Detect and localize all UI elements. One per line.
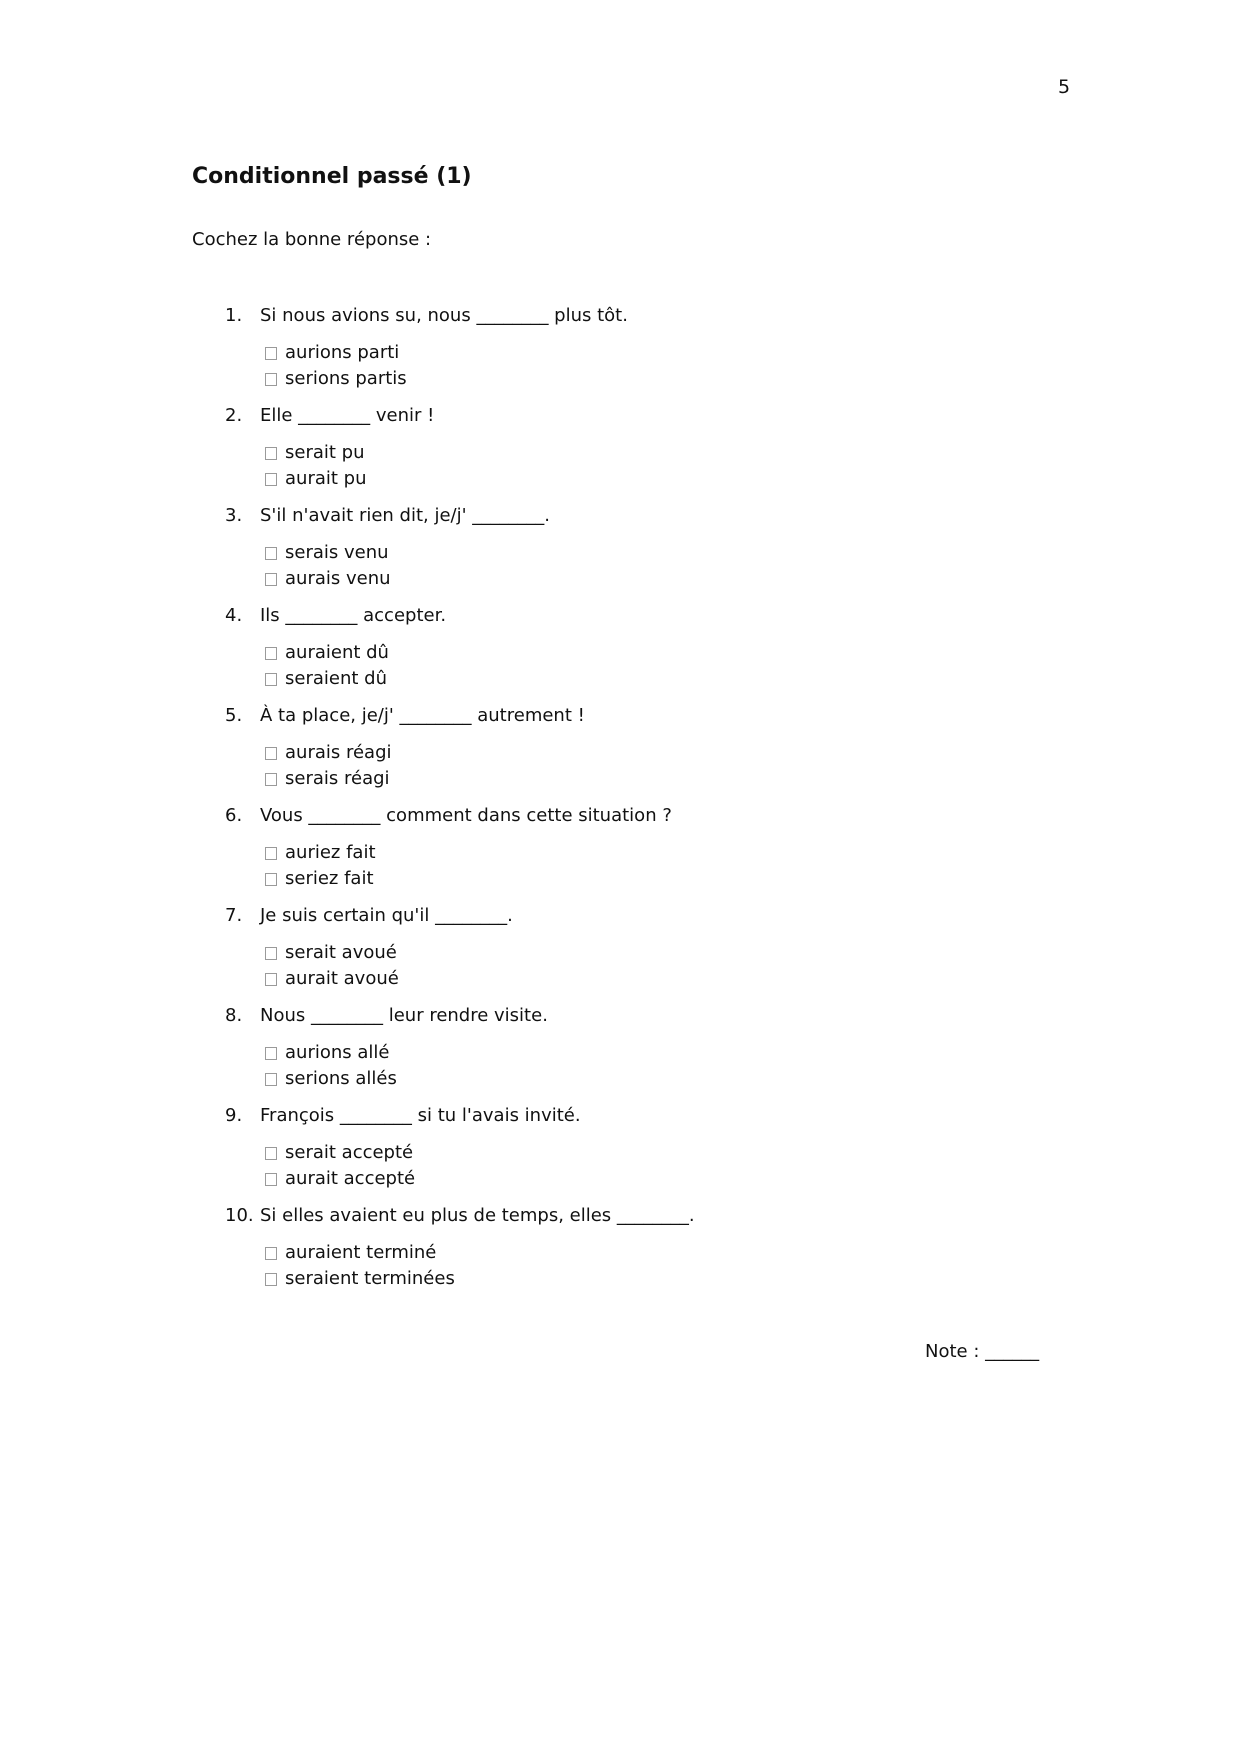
option-label: serait pu [285, 442, 365, 463]
question-item [225, 703, 1125, 792]
checkbox-icon [265, 1273, 277, 1286]
question-item [225, 403, 1125, 492]
option-label: serais venu [285, 542, 389, 563]
answer-options [265, 640, 1125, 692]
answer-options [265, 440, 1125, 492]
checkbox-icon [265, 447, 277, 460]
answer-option [265, 466, 1125, 492]
checkbox-icon [265, 473, 277, 486]
option-label: aurait accepté [285, 1168, 416, 1189]
answer-option [265, 1240, 1125, 1266]
page-title: Conditionnel passé (1) [192, 164, 472, 189]
question-item [225, 1103, 1125, 1192]
option-label: seraient terminées [285, 1268, 455, 1289]
question-line [225, 503, 1125, 529]
question-number: 1. [225, 305, 243, 326]
question-number: 8. [225, 1005, 243, 1026]
option-label: serait avoué [285, 942, 397, 963]
answer-option [265, 740, 1125, 766]
question-line [225, 1003, 1125, 1029]
question-text: Je suis certain qu'il ________. [260, 905, 513, 926]
question-item [225, 1003, 1125, 1092]
answer-options [265, 740, 1125, 792]
option-label: aurait avoué [285, 968, 399, 989]
checkbox-icon [265, 373, 277, 386]
option-label: serais réagi [285, 768, 390, 789]
answer-options [265, 940, 1125, 992]
answer-option [265, 340, 1125, 366]
question-number: 7. [225, 905, 243, 926]
answer-options [265, 340, 1125, 392]
checkbox-icon [265, 947, 277, 960]
question-text: S'il n'avait rien dit, je/j' ________. [260, 505, 551, 526]
question-text: Elle ________ venir ! [260, 405, 435, 426]
question-line [225, 403, 1125, 429]
question-item [225, 1203, 1125, 1292]
checkbox-icon [265, 1047, 277, 1060]
question-text: À ta place, je/j' ________ autrement ! [260, 705, 585, 726]
answer-option [265, 566, 1125, 592]
question-text: François ________ si tu l'avais invité. [260, 1105, 581, 1126]
question-number: 2. [225, 405, 243, 426]
question-text: Ils ________ accepter. [260, 605, 447, 626]
question-text: Si elles avaient eu plus de temps, elles ________. [260, 1205, 695, 1226]
answer-option [265, 440, 1125, 466]
instruction-text: Cochez la bonne réponse : [192, 229, 432, 250]
question-number: 3. [225, 505, 243, 526]
answer-option [265, 1040, 1125, 1066]
score-note: Note : ______ [925, 1341, 1040, 1362]
question-item [225, 503, 1125, 592]
question-text: Vous ________ comment dans cette situation ? [260, 805, 672, 826]
question-text: Nous ________ leur rendre visite. [260, 1005, 548, 1026]
checkbox-icon [265, 973, 277, 986]
checkbox-icon [265, 1073, 277, 1086]
option-label: auriez fait [285, 842, 376, 863]
question-number: 10. [225, 1205, 254, 1226]
answer-option [265, 1166, 1125, 1192]
answer-options [265, 1240, 1125, 1292]
answer-option [265, 1066, 1125, 1092]
option-label: auraient dû [285, 642, 389, 663]
question-number: 6. [225, 805, 243, 826]
option-label: serions allés [285, 1068, 397, 1089]
option-label: aurais réagi [285, 742, 392, 763]
answer-option [265, 840, 1125, 866]
checkbox-icon [265, 647, 277, 660]
option-label: serait accepté [285, 1142, 414, 1163]
question-line [225, 703, 1125, 729]
answer-option [265, 966, 1125, 992]
answer-option [265, 540, 1125, 566]
question-item [225, 603, 1125, 692]
option-label: aurions parti [285, 342, 400, 363]
answer-options [265, 840, 1125, 892]
answer-option [265, 366, 1125, 392]
question-line [225, 303, 1125, 329]
question-item [225, 803, 1125, 892]
checkbox-icon [265, 573, 277, 586]
answer-option [265, 766, 1125, 792]
option-label: aurait pu [285, 468, 367, 489]
question-line [225, 1203, 1125, 1229]
answer-options [265, 1040, 1125, 1092]
answer-options [265, 540, 1125, 592]
page-number: 5 [1058, 76, 1071, 98]
question-item [225, 903, 1125, 992]
question-number: 5. [225, 705, 243, 726]
question-item [225, 303, 1125, 392]
option-label: aurais venu [285, 568, 391, 589]
checkbox-icon [265, 673, 277, 686]
answer-option [265, 1266, 1125, 1292]
question-line [225, 803, 1125, 829]
answer-option [265, 666, 1125, 692]
option-label: aurions allé [285, 1042, 390, 1063]
answer-option [265, 940, 1125, 966]
question-list [225, 303, 1125, 1303]
question-line [225, 1103, 1125, 1129]
option-label: seraient dû [285, 668, 387, 689]
question-number: 9. [225, 1105, 243, 1126]
checkbox-icon [265, 847, 277, 860]
checkbox-icon [265, 1173, 277, 1186]
checkbox-icon [265, 547, 277, 560]
option-label: seriez fait [285, 868, 374, 889]
option-label: auraient terminé [285, 1242, 437, 1263]
question-text: Si nous avions su, nous ________ plus tôt. [260, 305, 628, 326]
question-number: 4. [225, 605, 243, 626]
answer-option [265, 640, 1125, 666]
checkbox-icon [265, 1247, 277, 1260]
checkbox-icon [265, 773, 277, 786]
checkbox-icon [265, 347, 277, 360]
checkbox-icon [265, 873, 277, 886]
question-line [225, 603, 1125, 629]
question-line [225, 903, 1125, 929]
checkbox-icon [265, 747, 277, 760]
answer-option [265, 1140, 1125, 1166]
checkbox-icon [265, 1147, 277, 1160]
option-label: serions partis [285, 368, 407, 389]
answer-option [265, 866, 1125, 892]
answer-options [265, 1140, 1125, 1192]
